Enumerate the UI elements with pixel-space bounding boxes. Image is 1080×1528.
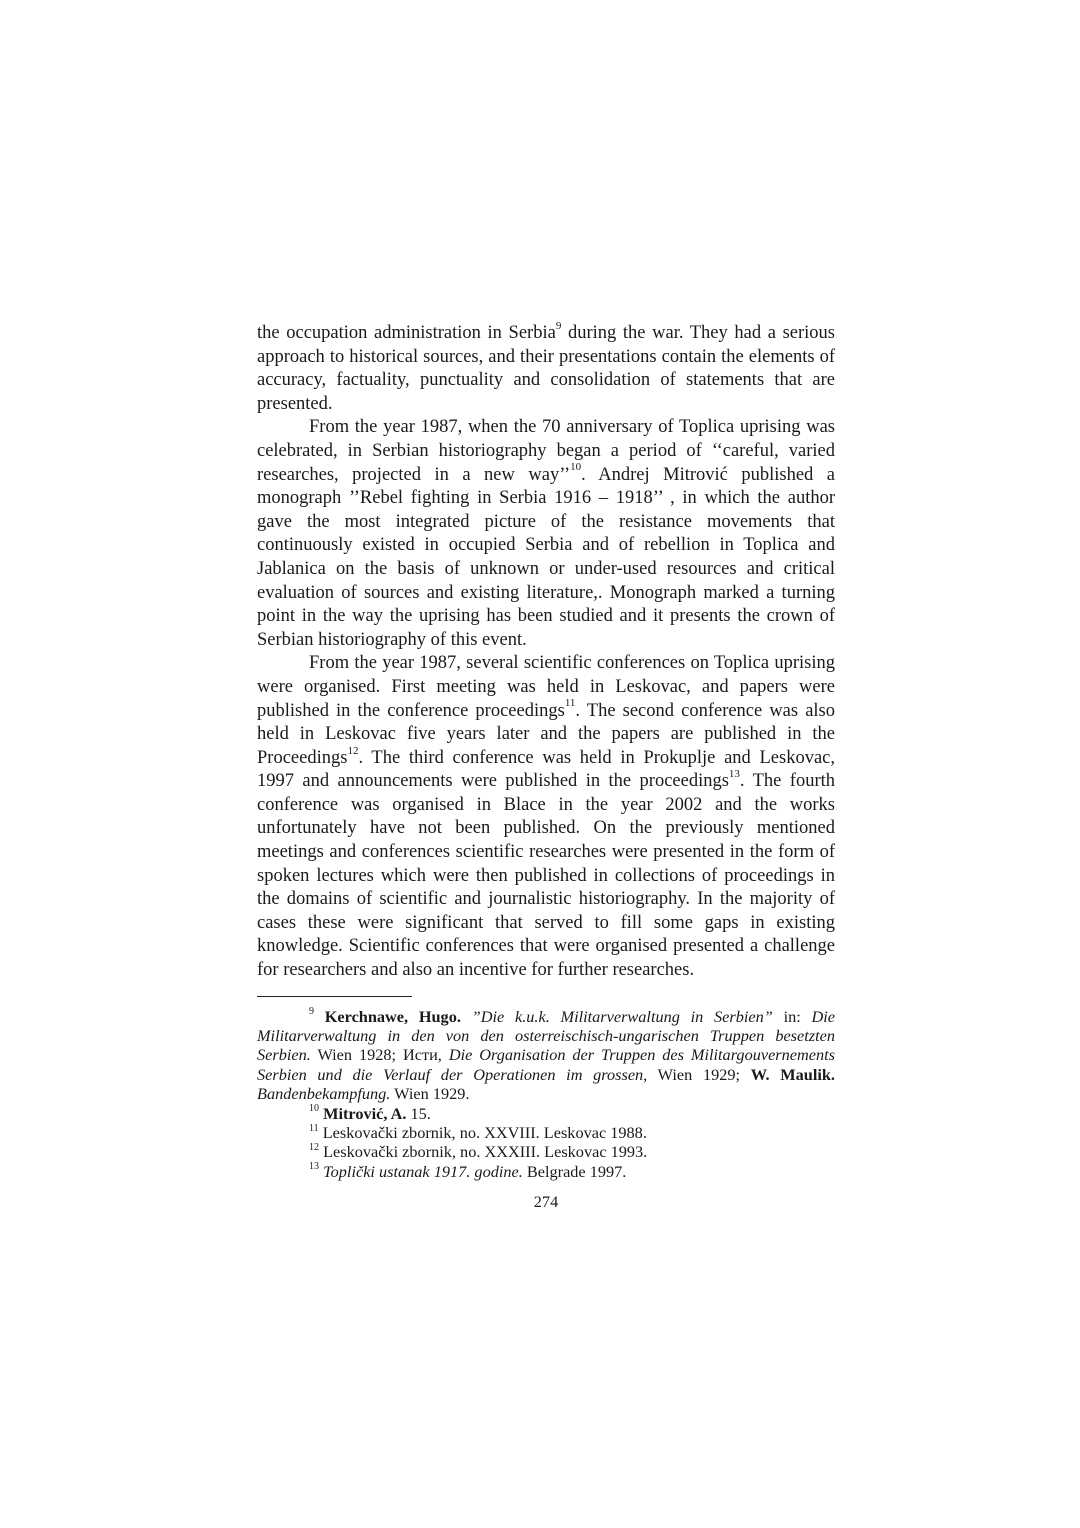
footnotes <box>257 1007 835 1182</box>
text-run: Wien 1928; Исти, <box>310 1045 449 1065</box>
italic-text: Bandenbekampfung. <box>257 1084 391 1104</box>
italic-text: Die Organisation der Truppen des Militargouvernements Serbien und die Verlauf der Operationen im grossen, <box>257 1045 835 1084</box>
page-number: 274 <box>533 1192 559 1212</box>
footnote-ref: 13 <box>728 768 740 781</box>
paragraph <box>257 319 836 416</box>
text-run: Wien 1929; <box>647 1064 751 1084</box>
text-run: Belgrade 1997. <box>522 1161 627 1181</box>
footnote <box>257 1007 835 1104</box>
text-run: 15. <box>406 1103 431 1123</box>
text-run: From the year 1987, when the 70 anniversary of Toplica uprising was celebrated, in Serbian historiography began a period of ‘‘careful, varied researches, projected in a new way’’ <box>257 417 835 485</box>
text-run: From the year 1987, several scientific conferences on Toplica uprising were organised. First meeting was held in Leskovac, and papers were published in the conference proceedings <box>257 653 835 721</box>
text-run: in: <box>772 1006 812 1026</box>
footnote-ref: 12 <box>309 1142 319 1154</box>
body-text <box>257 319 836 983</box>
bold-text: Mitrović, A. <box>323 1103 407 1123</box>
footnote-ref: 10 <box>309 1103 319 1115</box>
text-run <box>461 1007 472 1026</box>
footnote <box>257 1142 835 1161</box>
bold-text: Kerchnawe, Hugo. <box>324 1006 461 1026</box>
footnote-ref: 10 <box>570 461 582 474</box>
text-run: . The second conference was also held in Leskovac five years later and the papers are published in the Proceedings <box>257 700 835 768</box>
text-run: . The fourth conference was organised in Blace in the year 2002 and the works unfortunately have not been published. On the previously mentioned meetings and conferences scientific researches were presented in the form of spoken lectures which were then published in collections of proceedings in the domains of scientific and journalistic historiography. In the majority of cases these were significant that served to fill some gaps in existing knowledge. Scientific conferences that were organised presented a challenge for researchers and also an incentive for further researches. <box>257 771 836 981</box>
text-run: . Andrej Mitrović published a monograph ’’Rebel fighting in Serbia 1916 – 1918’’ , in which the author gave the most integrated picture of the resistance movements that continuously existed in occupied Serbia and of rebellion in Toplica and Jablanica on the basis of unknown or under-used resources and critical evaluation of sources and existing literature,. Monograph marked a turning point in the way the uprising has been studied and it presents the crown of Serbian historiography of this event. <box>257 464 836 650</box>
italic-text: Toplički ustanak 1917. godine. <box>323 1161 523 1181</box>
paragraph <box>257 652 835 982</box>
footnote-ref: 13 <box>309 1161 319 1173</box>
text-run: the occupation administration in Serbia <box>257 323 556 343</box>
italic-text: Die Militarverwaltung in den von den osterreischisch-ungarischen Truppen besetzten Serbien. <box>257 1006 836 1065</box>
text-run: Leskovački zbornik, no. XXXIII. Leskovac 1993. <box>319 1142 648 1162</box>
text-run: Leskovački zbornik, no. XXVIII. Leskovac 1988. <box>318 1123 647 1143</box>
footnote <box>257 1104 835 1123</box>
text-run: Wien 1929. <box>390 1084 470 1104</box>
footnote-ref: 9 <box>309 1006 314 1018</box>
italic-text: ”Die k.u.k. Militarverwaltung in Serbien” <box>471 1006 773 1026</box>
footnote <box>257 1162 835 1181</box>
text-run: during the war. They had a serious approach to historical sources, and their presentations contain the elements of accuracy, factuality, punctuality and consolidation of statements that are presented. <box>257 323 836 414</box>
text-run <box>314 1007 325 1026</box>
document-page <box>257 319 836 1212</box>
footnote-ref: 9 <box>555 319 562 332</box>
paragraph <box>257 416 835 652</box>
text-run: . The third conference was held in Prokuplje and Leskovac, 1997 and announcements were published in the proceedings <box>257 747 835 792</box>
footnote-ref: 12 <box>347 744 359 757</box>
footnote-separator <box>257 996 412 997</box>
footnote-ref: 11 <box>564 697 576 710</box>
footnote-ref: 11 <box>309 1122 319 1134</box>
footnote <box>257 1123 835 1142</box>
bold-text: W. Maulik. <box>750 1064 835 1084</box>
